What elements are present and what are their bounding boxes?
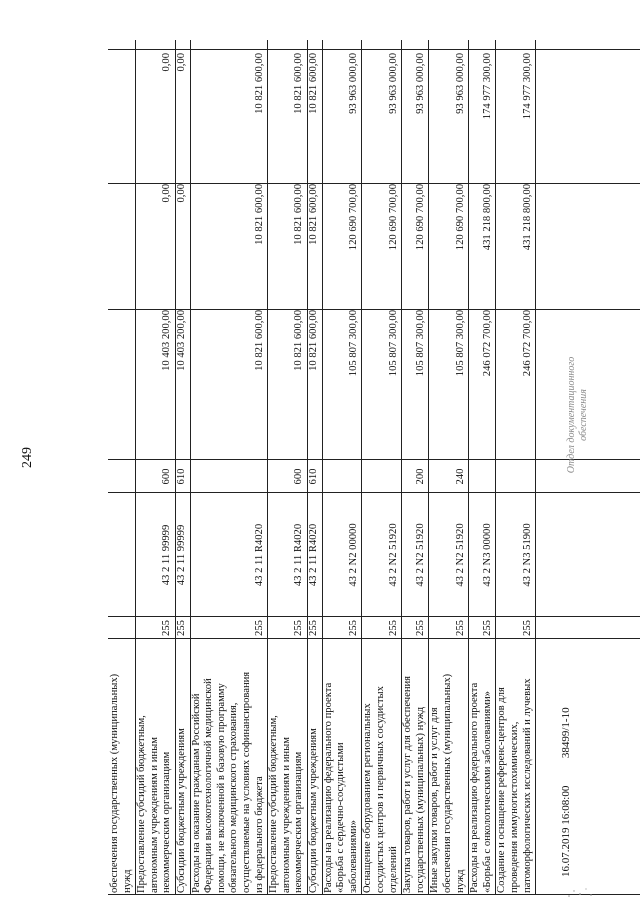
admin-code-cell: 255 (293, 620, 305, 636)
row-description-line: нужд (121, 869, 133, 893)
amount-2021-cell: 0,00 (161, 53, 173, 72)
amount-2021-cell: 10 821 600,00 (308, 53, 319, 114)
table-row (175, 40, 190, 895)
row-description-line: обеспечения государственных (муниципальных) (109, 673, 120, 893)
table-row (495, 40, 535, 895)
column-divider (108, 49, 640, 50)
row-description-line: некоммерческим организациям (293, 751, 305, 893)
table-row (307, 40, 322, 895)
table-row (322, 40, 362, 895)
row-divider (535, 40, 536, 895)
column-divider (108, 459, 640, 460)
amount-2020-cell: 10 821 600,00 (308, 184, 319, 245)
table-row (401, 40, 428, 895)
admin-code-cell: 255 (253, 620, 265, 636)
expense-type-cell: 610 (176, 468, 187, 485)
amount-2019-cell: 105 807 300,00 (454, 310, 466, 377)
row-description-line: Иные закупки товаров, работ и услуг для (429, 707, 441, 893)
footer-datetime: 16.07.2019 16:08:00 (560, 785, 572, 877)
amount-2021-cell: 174 977 300,00 (481, 53, 493, 120)
admin-code-cell: 255 (387, 620, 399, 636)
amount-2020-cell: 0,00 (176, 184, 187, 203)
target-article-cell: 43 2 N2 51920 (387, 523, 399, 587)
target-article-cell: 43 2 11 99999 (176, 524, 187, 586)
amount-2021-cell: 93 963 000,00 (387, 53, 399, 114)
row-description-line: из федерального бюджета (253, 776, 265, 893)
row-description-line: обязательного медицинского страхования, (228, 702, 240, 893)
target-article-cell: 43 2 11 R4020 (253, 523, 265, 587)
target-article-cell: 43 2 N2 00000 (347, 523, 359, 587)
amount-2019-cell: 105 807 300,00 (414, 310, 426, 377)
amount-2020-cell: 120 690 700,00 (347, 184, 359, 251)
amount-2020-cell: 120 690 700,00 (414, 184, 426, 251)
amount-2019-cell: 105 807 300,00 (387, 310, 399, 377)
admin-code-cell: 255 (414, 620, 426, 636)
scan-artifact (565, 885, 595, 899)
target-article-cell: 43 2 N3 51900 (521, 523, 533, 587)
table-row (108, 40, 135, 895)
row-description-line: обеспечения государственных (муниципальных) (441, 673, 453, 893)
row-description-line: заболеваниями» (347, 820, 359, 893)
amount-2021-cell: 93 963 000,00 (347, 53, 359, 114)
column-divider (108, 183, 640, 184)
column-divider (108, 638, 640, 639)
row-description-line: осуществляемые на условиях софинансирования (240, 671, 252, 893)
amount-2020-cell: 431 218 800,00 (481, 184, 493, 251)
row-description-line: Закупка товаров, работ и услуг для обеспечения (402, 675, 414, 893)
amount-2021-cell: 10 821 600,00 (253, 53, 265, 114)
expense-type-cell: 240 (454, 468, 466, 485)
row-description-line: Федерации высокотехнологичной медицинской (203, 678, 215, 893)
amount-2019-cell: 246 072 700,00 (521, 310, 533, 377)
column-divider (108, 894, 640, 895)
amount-2019-cell: 10 403 200,00 (161, 310, 173, 371)
row-description-line: сосудистых центров и первичных сосудистых (374, 686, 386, 893)
expense-type-cell: 600 (161, 468, 173, 485)
row-description-line: помощи, не включенной в базовую программу (215, 683, 227, 893)
footer-doc-id: 38499/1-10 (560, 707, 572, 759)
expense-type-cell: 610 (308, 468, 319, 485)
row-description-line: «Борьба с сердечно-сосудистыми (335, 742, 347, 893)
target-article-cell: 43 2 11 R4020 (293, 523, 305, 587)
amount-2020-cell: 120 690 700,00 (387, 184, 399, 251)
expense-type-cell: 200 (414, 468, 426, 485)
target-article-cell: 43 2 N3 00000 (481, 523, 493, 587)
column-divider (108, 492, 640, 493)
admin-code-cell: 255 (347, 620, 359, 636)
row-description-line: Субсидии бюджетным учреждениям (176, 728, 187, 893)
row-description-line: Предоставление субсидий бюджетным, (136, 715, 148, 893)
row-description-line: Предоставление субсидий бюджетным, (268, 715, 280, 893)
amount-2019-cell: 105 807 300,00 (347, 310, 359, 377)
amount-2019-cell: 246 072 700,00 (481, 310, 493, 377)
row-description-line: государственных (муниципальных) нужд (414, 706, 426, 893)
row-description-line: «Борьба с онкологическими заболеваниями» (481, 691, 493, 893)
page-footer (560, 707, 572, 877)
row-description-line: Создание и оснащение референс-центров для (496, 687, 508, 893)
amount-2019-cell: 10 821 600,00 (308, 310, 319, 371)
amount-2021-cell: 174 977 300,00 (521, 53, 533, 120)
stamp (566, 340, 590, 490)
admin-code-cell: 255 (161, 620, 173, 636)
amount-2020-cell: 0,00 (161, 184, 173, 203)
amount-2020-cell: 10 821 600,00 (253, 184, 265, 245)
column-divider (108, 309, 640, 310)
amount-2020-cell: 120 690 700,00 (454, 184, 466, 251)
amount-2021-cell: 10 821 600,00 (293, 53, 305, 114)
row-description-line: патоморфологических исследований и лучевых (521, 678, 533, 893)
page-number: 249 (20, 447, 35, 468)
amount-2020-cell: 431 218 800,00 (521, 184, 533, 251)
target-article-cell: 43 2 N2 51920 (414, 523, 426, 587)
admin-code-cell: 255 (481, 620, 493, 636)
admin-code-cell: 255 (176, 620, 187, 636)
target-article-cell: 43 2 N2 51920 (454, 523, 466, 587)
stamp-line-2: обеспечения (578, 389, 589, 441)
expense-type-cell: 600 (293, 468, 305, 485)
table-row (135, 40, 175, 895)
amount-2021-cell: 93 963 000,00 (414, 53, 426, 114)
row-description-line: отделений (387, 846, 399, 893)
row-description-line: автономным учреждениям и иным (148, 737, 160, 893)
amount-2021-cell: 0,00 (176, 53, 187, 72)
row-description-line: нужд (454, 869, 466, 893)
column-divider (108, 616, 640, 617)
row-description-line: некоммерческим организациям (161, 751, 173, 893)
table-row (361, 40, 401, 895)
row-description-line: Оснащение оборудованием региональных (362, 703, 374, 893)
row-description-line: Расходы на оказание гражданам Российской (190, 693, 202, 893)
amount-2020-cell: 10 821 600,00 (293, 184, 305, 245)
table-row (267, 40, 307, 895)
amount-2021-cell: 93 963 000,00 (454, 53, 466, 114)
row-description-line: автономным учреждениям и иным (280, 737, 292, 893)
admin-code-cell: 255 (308, 620, 319, 636)
table-row (428, 40, 468, 895)
amount-2019-cell: 10 403 200,00 (176, 310, 187, 371)
amount-2019-cell: 10 821 600,00 (293, 310, 305, 371)
table-row (468, 40, 495, 895)
amount-2019-cell: 10 821 600,00 (253, 310, 265, 371)
target-article-cell: 43 2 11 99999 (161, 524, 173, 586)
table-row (190, 40, 268, 895)
row-description-line: Расходы на реализацию федерального проекта (322, 682, 334, 893)
admin-code-cell: 255 (454, 620, 466, 636)
admin-code-cell: 255 (521, 620, 533, 636)
row-description-line: Субсидии бюджетным учреждениям (308, 728, 319, 893)
target-article-cell: 43 2 11 R4020 (308, 523, 319, 587)
row-description-line: Расходы на реализацию федерального проекта (469, 682, 481, 893)
stamp-line-1: Отдел документационного (566, 356, 577, 474)
row-description-line: проведения иммуногистохимических, (508, 721, 520, 893)
